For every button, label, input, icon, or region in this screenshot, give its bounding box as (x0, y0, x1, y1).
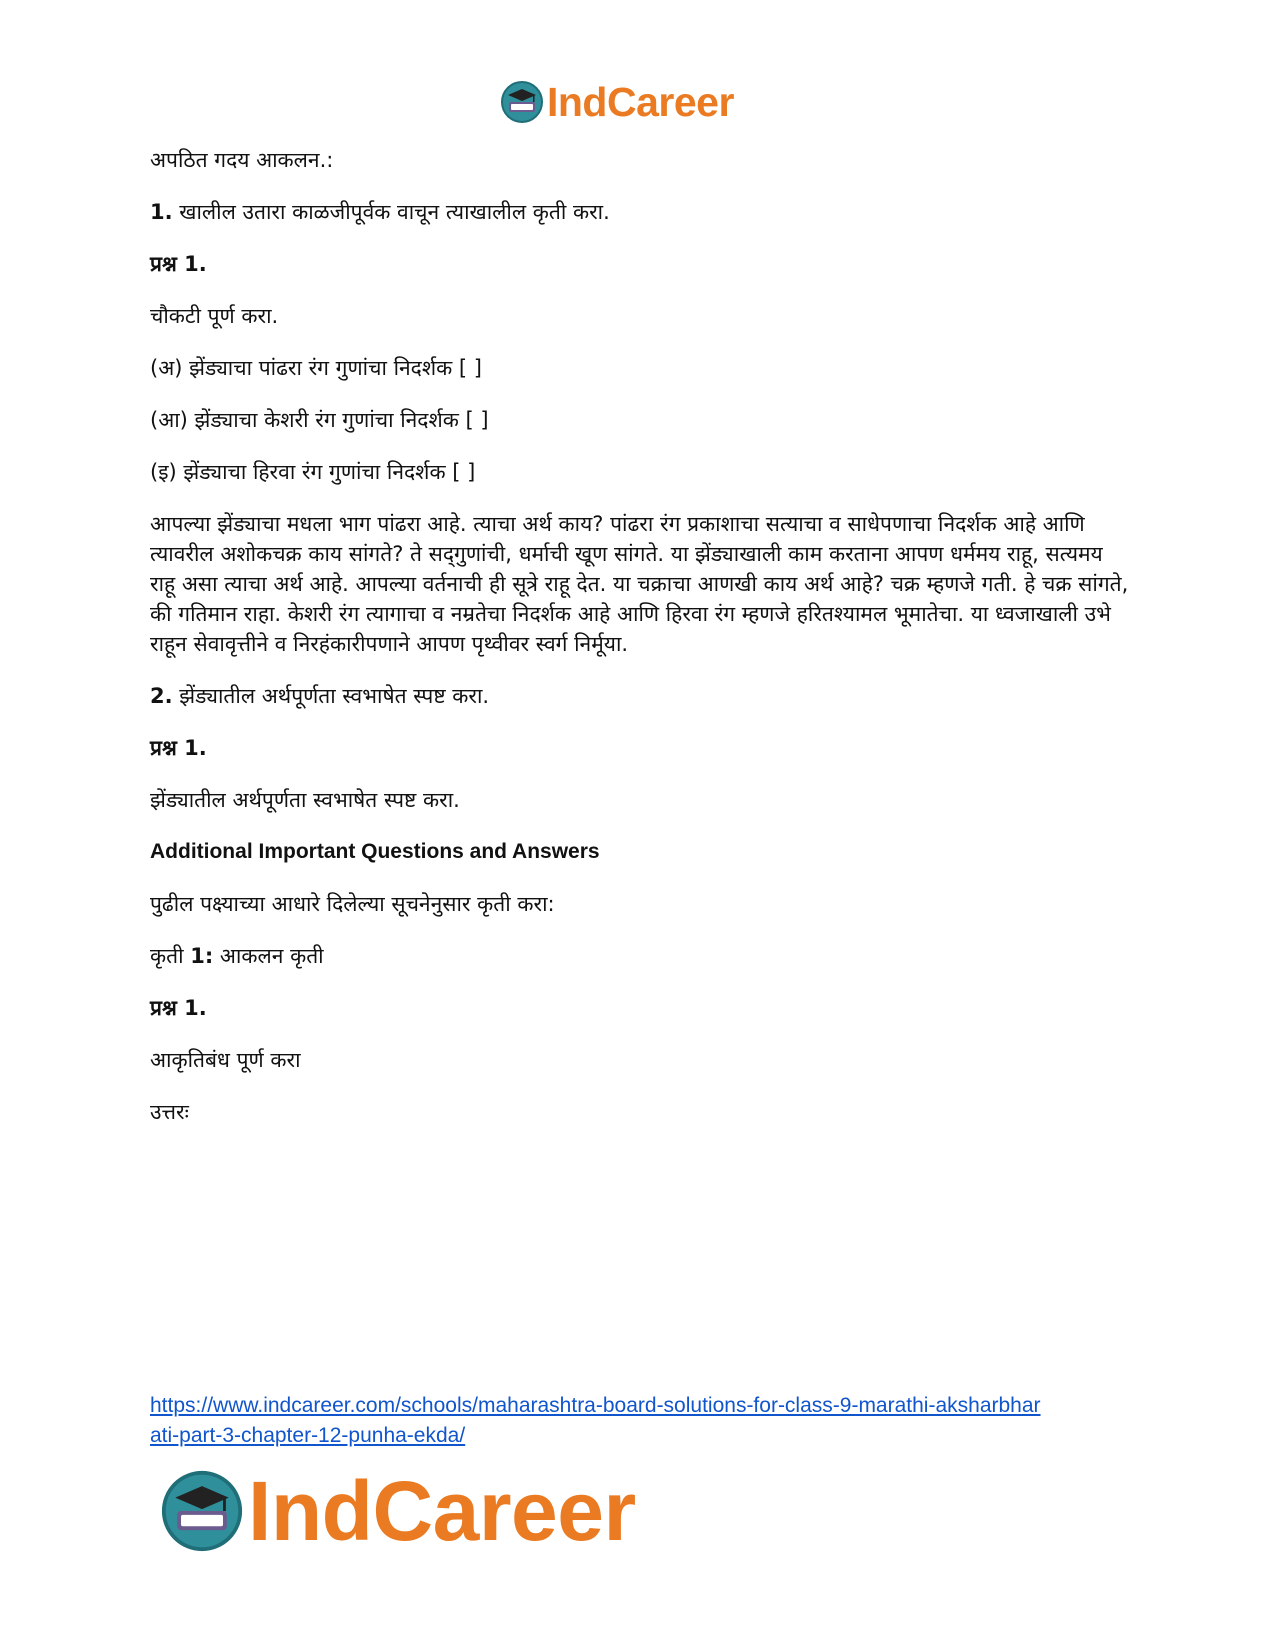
task-1 (150, 197, 1130, 227)
url-line-2: ati-part-3-chapter-12-punha-ekda/ (150, 1424, 466, 1447)
pattern-instruction: आकृतिबंध पूर्ण करा (150, 1048, 301, 1072)
task-2-text: झेंड्यातील अर्थपूर्णता स्वभाषेत स्पष्ट करा. (172, 684, 490, 708)
graduation-book-icon (500, 80, 544, 124)
brand-name: IndCareer (248, 1464, 636, 1558)
activity-title (150, 941, 1130, 971)
source-url-link[interactable] (150, 1391, 1130, 1451)
task-1-text: खालील उतारा काळजीपूर्वक वाचून त्याखालील कृती करा. (172, 200, 610, 224)
activity-number: 1: (190, 944, 214, 968)
passage: आपल्या झेंड्याचा मधला भाग पांढरा आहे. त्याचा अर्थ काय? पांढरा रंग प्रकाशाचा सत्याचा व साधेपणाचा निदर्शक आहे आणि त्यावरील अशोकचक्र काय सांगते? ते सद्‌गुणांची, धर्माची खूण सांगते. या झेंड्याखाली काम करताना आपण धर्ममय राहू, सत्यमय राहू असा त्याचा अर्थ आहे. आपल्या वर्तनाची ही सूत्रे राहू देत. या चक्राचा आणखी काय अर्थ आहे? चक्र म्हणजे गती. हे चक्र सांगते, की गतिमान राहा. केशरी रंग त्यागाचा व नम्रतेचा निदर्शक आहे आणि हिरवा रंग म्हणजे हरितश्यामल भूमातेचा. या ध्वजाखाली उभे राहून सेवावृत्तीने व निरहंकारीपणाने आपण पृथ्वीवर स्वर्ग निर्मूया. (150, 512, 1129, 656)
task-2-number: 2. (150, 684, 173, 708)
document-body (150, 145, 1130, 1149)
list-item: (आ) झेंड्याचा केशरी रंग गुणांचा निदर्शक [ ] (150, 408, 489, 432)
indcareer-logo-top (500, 78, 734, 126)
page-heading: अपठित गदय आकलन.: (150, 148, 334, 172)
indcareer-logo-bottom (160, 1466, 636, 1556)
question-label: प्रश्न 1. (150, 736, 207, 760)
fill-box-instruction: चौकटी पूर्ण करा. (150, 304, 279, 328)
question-label: प्रश्न 1. (150, 252, 207, 276)
list-item: (इ) झेंड्याचा हिरवा रंग गुणांचा निदर्शक [ ] (150, 460, 476, 484)
activity-post: आकलन कृती (213, 944, 324, 968)
instruction: पुढील पक्ष्याच्या आधारे दिलेल्या सूचनेनुसार कृती करा: (150, 892, 555, 916)
answer-label: उत्तरः (150, 1100, 189, 1124)
brand-name: IndCareer (547, 78, 734, 125)
task-1-number: 1. (150, 200, 173, 224)
additional-heading: Additional Important Questions and Answers (150, 840, 600, 863)
graduation-book-icon (160, 1469, 244, 1553)
task-2 (150, 681, 1130, 711)
list-item: (अ) झेंड्याचा पांढरा रंग गुणांचा निदर्शक [ ] (150, 356, 482, 380)
url-line-1: https://www.indcareer.com/schools/maharashtra-board-solutions-for-class-9-marathi-aksharbhar (150, 1394, 1041, 1417)
question-text: झेंड्यातील अर्थपूर्णता स्वभाषेत स्पष्ट करा. (150, 788, 460, 812)
activity-pre: कृती (150, 944, 191, 968)
question-label: प्रश्न 1. (150, 996, 207, 1020)
